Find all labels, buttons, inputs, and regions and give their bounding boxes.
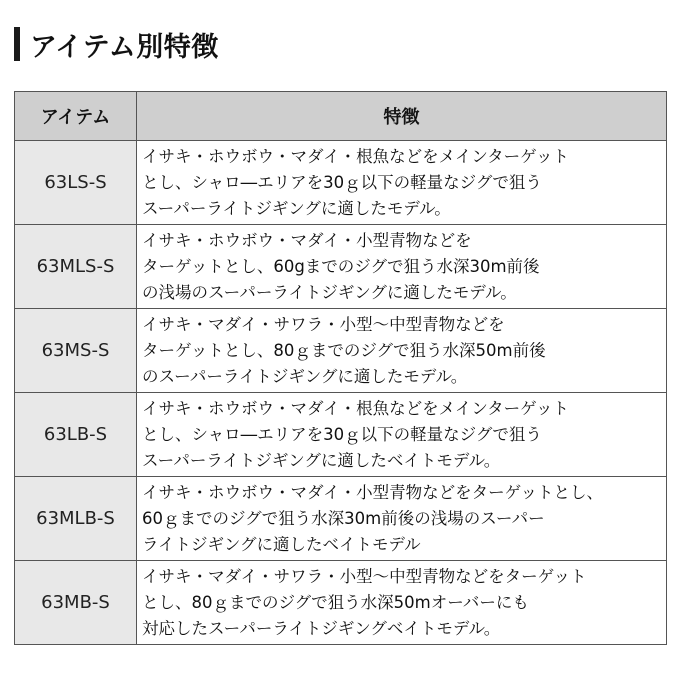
header-feature: 特徴	[137, 92, 667, 141]
feature-line: ライトジギングに適したベイトモデル	[142, 534, 421, 554]
feature-cell	[137, 393, 667, 477]
table-row	[15, 141, 667, 225]
table-row	[15, 561, 667, 645]
feature-line: イサキ・マダイ・サワラ・小型〜中型青物などを	[142, 314, 505, 334]
feature-line: ターゲットとし、60gまでのジグで狙う水深30m前後	[142, 256, 540, 276]
feature-line: スーパーライトジギングに適したベイトモデル。	[142, 450, 501, 470]
item-cell: 63MS-S	[15, 309, 137, 393]
feature-line: とし、シャロ―エリアを30ｇ以下の軽量なジグで狙う	[142, 172, 542, 192]
feature-line: イサキ・マダイ・サワラ・小型〜中型青物などをターゲット	[142, 566, 587, 586]
table-row	[15, 225, 667, 309]
feature-line: イサキ・ホウボウ・マダイ・小型青物などを	[142, 230, 472, 250]
table-row	[15, 309, 667, 393]
feature-line: ターゲットとし、80ｇまでのジグで狙う水深50m前後	[142, 340, 546, 360]
feature-cell	[137, 561, 667, 645]
title-accent-bar	[14, 27, 20, 61]
feature-cell	[137, 141, 667, 225]
feature-line: イサキ・ホウボウ・マダイ・根魚などをメインターゲット	[142, 146, 570, 166]
header-item: アイテム	[15, 92, 137, 141]
feature-line: イサキ・ホウボウ・マダイ・根魚などをメインターゲット	[142, 398, 570, 418]
feature-line: の浅場のスーパーライトジギングに適したモデル。	[142, 282, 517, 302]
feature-cell	[137, 225, 667, 309]
feature-line: とし、シャロ―エリアを30ｇ以下の軽量なジグで狙う	[142, 424, 542, 444]
feature-cell	[137, 477, 667, 561]
feature-line: 60ｇまでのジグで狙う水深30m前後の浅場のスーパー	[142, 508, 545, 528]
page-title-block	[14, 24, 219, 64]
feature-line: のスーパーライトジギングに適したモデル。	[142, 366, 468, 386]
table-header-row	[15, 92, 667, 141]
feature-line: イサキ・ホウボウ・マダイ・小型青物などをターゲットとし、	[142, 482, 604, 502]
feature-cell	[137, 309, 667, 393]
feature-line: とし、80ｇまでのジグで狙う水深50mオーバーにも	[142, 592, 529, 612]
table-row	[15, 393, 667, 477]
feature-line: 対応したスーパーライトジギングベイトモデル。	[142, 618, 501, 638]
feature-table	[14, 91, 667, 645]
item-cell: 63MLS-S	[15, 225, 137, 309]
item-cell: 63LS-S	[15, 141, 137, 225]
table-row	[15, 477, 667, 561]
item-cell: 63MLB-S	[15, 477, 137, 561]
item-cell: 63LB-S	[15, 393, 137, 477]
feature-line: スーパーライトジギングに適したモデル。	[142, 198, 451, 218]
item-cell: 63MB-S	[15, 561, 137, 645]
page-title: アイテム別特徴	[30, 31, 219, 63]
